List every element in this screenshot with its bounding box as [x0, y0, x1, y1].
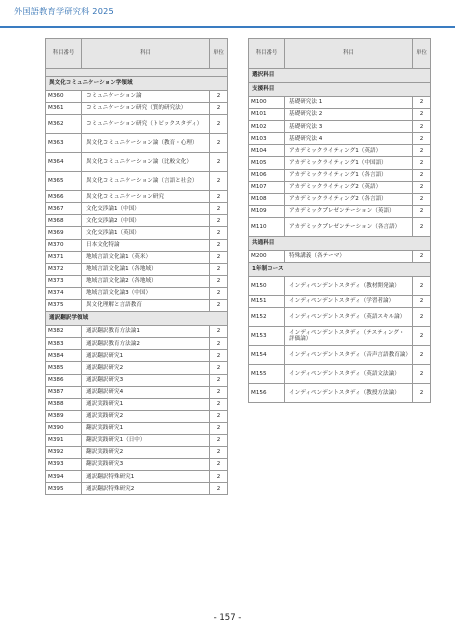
course-code: M369 [46, 227, 82, 239]
header-unit: 単位 [413, 39, 431, 69]
header-code: 科目番号 [249, 39, 285, 69]
course-code: M152 [249, 308, 285, 327]
section-label: 共通科目 [249, 236, 431, 250]
table-row [46, 153, 228, 172]
table-row [46, 134, 228, 153]
course-units: 2 [413, 97, 431, 109]
header-name: 科目 [285, 39, 413, 69]
course-name: 通訳翻訳研究1 [82, 350, 210, 362]
course-name: 通訳翻訳特殊研究2 [82, 483, 210, 495]
course-units: 2 [210, 134, 228, 153]
table-row [46, 398, 228, 410]
course-name: 通訳翻訳研究2 [82, 362, 210, 374]
section-label: 支援科目 [249, 83, 431, 97]
table-row [46, 362, 228, 374]
course-units: 2 [210, 422, 228, 434]
course-name: コミュニケーション研究（トピックスタディ） [82, 115, 210, 134]
course-name: アカデミックプレゼンテーション（各言語） [285, 217, 413, 236]
course-units: 2 [210, 338, 228, 350]
table-row [249, 205, 431, 217]
course-code: M361 [46, 103, 82, 115]
course-code: M150 [249, 277, 285, 296]
table-row [46, 103, 228, 115]
table-row [46, 239, 228, 251]
section-label: 1年制コース [249, 263, 431, 277]
course-name: アカデミックライティング1（英語） [285, 145, 413, 157]
course-code: M106 [249, 169, 285, 181]
table-row [46, 410, 228, 422]
course-name: 特殊講義（各テーマ） [285, 250, 413, 262]
course-code: M101 [249, 109, 285, 121]
course-units: 2 [210, 287, 228, 299]
course-code: M393 [46, 459, 82, 471]
header-rule [0, 26, 455, 28]
course-name: 異文化コミュニケーション論（教育・心理） [82, 134, 210, 153]
table-header-row [249, 39, 431, 69]
course-units: 2 [210, 227, 228, 239]
course-code: M100 [249, 97, 285, 109]
course-units: 2 [413, 384, 431, 403]
course-units: 2 [210, 362, 228, 374]
course-name: コミュニケーション研究（質的研究法） [82, 103, 210, 115]
course-units: 2 [210, 410, 228, 422]
course-name: 翻訳実践研究3 [82, 459, 210, 471]
course-name: 通訳翻訳教育方法論2 [82, 338, 210, 350]
table-row [46, 338, 228, 350]
course-code: M366 [46, 191, 82, 203]
course-name: インディペンデントスタディ（学習者論） [285, 296, 413, 308]
table-row [249, 217, 431, 236]
course-name: 地域言語文化論1（英米） [82, 251, 210, 263]
course-units: 2 [413, 277, 431, 296]
course-units: 2 [210, 103, 228, 115]
course-code: M374 [46, 287, 82, 299]
course-code: M105 [249, 157, 285, 169]
course-units: 2 [210, 434, 228, 446]
course-name: アカデミックライティング1（各言語） [285, 169, 413, 181]
course-units: 2 [210, 153, 228, 172]
course-code: M107 [249, 181, 285, 193]
course-name: 通訳翻訳研究3 [82, 374, 210, 386]
course-name: インディペンデントスタディ（英語スキル論） [285, 308, 413, 327]
course-units: 2 [413, 109, 431, 121]
table-row [46, 263, 228, 275]
table-row [46, 434, 228, 446]
course-units: 2 [413, 217, 431, 236]
course-code: M387 [46, 386, 82, 398]
course-units: 2 [210, 172, 228, 191]
course-name: コミュニケーション論 [82, 91, 210, 103]
course-units: 2 [210, 300, 228, 312]
course-code: M383 [46, 338, 82, 350]
course-code: M386 [46, 374, 82, 386]
course-units: 2 [210, 459, 228, 471]
header-name: 科目 [82, 39, 210, 69]
table-row [46, 251, 228, 263]
table-row [46, 215, 228, 227]
course-name: 日本文化特論 [82, 239, 210, 251]
course-name: 翻訳実践研究1 [82, 422, 210, 434]
course-units: 2 [210, 350, 228, 362]
table-row [249, 308, 431, 327]
course-name: 地域言語文化論3（中国） [82, 287, 210, 299]
course-units: 2 [210, 263, 228, 275]
course-code: M363 [46, 134, 82, 153]
course-code: M103 [249, 133, 285, 145]
spacer-row [46, 69, 228, 77]
spacer-cell [46, 69, 228, 77]
course-units: 2 [413, 346, 431, 365]
course-name: 基礎研究法 2 [285, 109, 413, 121]
course-code: M389 [46, 410, 82, 422]
course-code: M392 [46, 447, 82, 459]
table-row [46, 483, 228, 495]
course-units: 2 [210, 91, 228, 103]
course-code: M360 [46, 91, 82, 103]
course-units: 2 [210, 398, 228, 410]
table-row [46, 374, 228, 386]
course-units: 2 [210, 386, 228, 398]
course-units: 2 [413, 250, 431, 262]
table-header-row [46, 39, 228, 69]
table-row [249, 384, 431, 403]
course-units: 2 [413, 205, 431, 217]
course-units: 2 [413, 169, 431, 181]
course-units: 2 [413, 296, 431, 308]
course-units: 2 [413, 121, 431, 133]
course-code: M362 [46, 115, 82, 134]
course-units: 2 [210, 115, 228, 134]
course-name: アカデミックライティング2（各言語） [285, 193, 413, 205]
table-row [249, 145, 431, 157]
course-name: アカデミックライティング2（英語） [285, 181, 413, 193]
course-units: 2 [413, 145, 431, 157]
course-code: M368 [46, 215, 82, 227]
table-row [249, 109, 431, 121]
course-name: 通訳実践研究2 [82, 410, 210, 422]
course-code: M153 [249, 327, 285, 346]
course-units: 2 [210, 374, 228, 386]
table-row [46, 300, 228, 312]
table-row [46, 471, 228, 483]
course-units: 2 [210, 326, 228, 338]
course-code: M384 [46, 350, 82, 362]
course-name: インディペンデントスタディ（教授方法論） [285, 384, 413, 403]
table-row [46, 326, 228, 338]
table-row [46, 191, 228, 203]
page-number: - 157 - [213, 613, 242, 623]
course-code: M156 [249, 384, 285, 403]
course-units: 2 [210, 447, 228, 459]
table-row [46, 227, 228, 239]
table-row [249, 181, 431, 193]
course-name: 基礎研究法 3 [285, 121, 413, 133]
page-header-title: 外国語教育学研究科 2025 [14, 6, 114, 16]
course-code: M390 [46, 422, 82, 434]
course-units: 2 [210, 215, 228, 227]
course-name: アカデミックライティング1（中国語） [285, 157, 413, 169]
course-name: 地域言語文化論2（各地域） [82, 275, 210, 287]
course-code: M394 [46, 471, 82, 483]
course-name: 通訳翻訳特殊研究1 [82, 471, 210, 483]
table-row [249, 250, 431, 262]
table-row [249, 346, 431, 365]
course-name: 通訳翻訳研究4 [82, 386, 210, 398]
course-name: 文化交渉論2（中国） [82, 215, 210, 227]
course-name: 通訳翻訳教育方法論1 [82, 326, 210, 338]
table-row [249, 121, 431, 133]
table-row [46, 275, 228, 287]
course-code: M365 [46, 172, 82, 191]
course-units: 2 [413, 133, 431, 145]
table-row [46, 422, 228, 434]
table-row [46, 172, 228, 191]
table-row [249, 133, 431, 145]
course-units: 2 [413, 157, 431, 169]
table-row [249, 365, 431, 384]
course-code: M385 [46, 362, 82, 374]
course-units: 2 [210, 203, 228, 215]
course-name: 異文化コミュニケーション論（比較文化） [82, 153, 210, 172]
course-code: M364 [46, 153, 82, 172]
course-name: 地域言語文化論1（各地域） [82, 263, 210, 275]
course-code: M367 [46, 203, 82, 215]
left-table-body [46, 69, 228, 495]
course-name: 基礎研究法 1 [285, 97, 413, 109]
course-code: M102 [249, 121, 285, 133]
course-code: M395 [46, 483, 82, 495]
course-units: 2 [413, 327, 431, 346]
course-name: 通訳実践研究1 [82, 398, 210, 410]
course-name: インディペンデントスタディ（テスティング・評価論） [285, 327, 413, 346]
course-code: M370 [46, 239, 82, 251]
table-row [46, 386, 228, 398]
table-row [46, 287, 228, 299]
section-label: 異文化コミュニケーション学領域 [46, 77, 228, 91]
course-name: インディペンデントスタディ（英語文法論） [285, 365, 413, 384]
course-units: 2 [210, 191, 228, 203]
course-code: M110 [249, 217, 285, 236]
table-row [46, 115, 228, 134]
course-code: M155 [249, 365, 285, 384]
header-unit: 単位 [210, 39, 228, 69]
course-code: M151 [249, 296, 285, 308]
table-row [249, 193, 431, 205]
course-units: 2 [413, 181, 431, 193]
course-name: 文化交渉論1（英国） [82, 227, 210, 239]
table-row [249, 277, 431, 296]
section-label: 選択科目 [249, 69, 431, 83]
course-name: 異文化コミュニケーション研究 [82, 191, 210, 203]
course-code: M373 [46, 275, 82, 287]
course-code: M372 [46, 263, 82, 275]
course-code: M109 [249, 205, 285, 217]
course-units: 2 [413, 193, 431, 205]
table-row [46, 459, 228, 471]
course-code: M382 [46, 326, 82, 338]
course-name: インディペンデントスタディ（教材開発論） [285, 277, 413, 296]
course-code: M154 [249, 346, 285, 365]
section-label: 通訳翻訳学領域 [46, 312, 228, 326]
course-code: M375 [46, 300, 82, 312]
course-table-right [248, 38, 431, 403]
course-table-left [45, 38, 228, 495]
course-name: 異文化コミュニケーション論（言語と社会） [82, 172, 210, 191]
course-code: M388 [46, 398, 82, 410]
course-units: 2 [413, 365, 431, 384]
table-row [46, 350, 228, 362]
course-units: 2 [210, 275, 228, 287]
table-row [249, 169, 431, 181]
course-code: M200 [249, 250, 285, 262]
table-row [249, 157, 431, 169]
section-row [46, 77, 228, 91]
section-row [249, 69, 431, 83]
table-row [46, 91, 228, 103]
course-code: M108 [249, 193, 285, 205]
course-name: 翻訳実践研究1（日中） [82, 434, 210, 446]
course-name: 文化交渉論1（中国） [82, 203, 210, 215]
course-units: 2 [210, 483, 228, 495]
table-row [249, 97, 431, 109]
course-name: 異文化理解と言語教育 [82, 300, 210, 312]
course-code: M104 [249, 145, 285, 157]
course-name: 基礎研究法 4 [285, 133, 413, 145]
course-code: M391 [46, 434, 82, 446]
section-row [249, 236, 431, 250]
right-table-body [249, 69, 431, 403]
course-code: M371 [46, 251, 82, 263]
table-row [249, 296, 431, 308]
course-units: 2 [210, 471, 228, 483]
section-row [46, 312, 228, 326]
header-code: 科目番号 [46, 39, 82, 69]
section-row [249, 263, 431, 277]
course-name: アカデミックプレゼンテーション（英語） [285, 205, 413, 217]
table-row [46, 203, 228, 215]
course-units: 2 [210, 239, 228, 251]
table-row [249, 327, 431, 346]
section-row [249, 83, 431, 97]
course-name: 翻訳実践研究2 [82, 447, 210, 459]
table-row [46, 447, 228, 459]
course-units: 2 [413, 308, 431, 327]
course-name: インディペンデントスタディ（音声言語教育論） [285, 346, 413, 365]
course-units: 2 [210, 251, 228, 263]
